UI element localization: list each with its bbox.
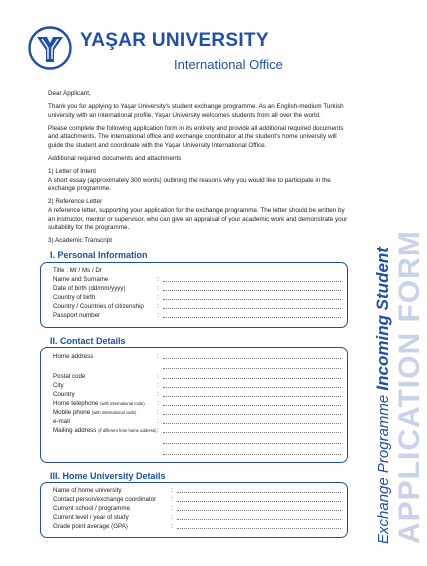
field-country-of-birth[interactable]: Country of birth :	[53, 293, 343, 302]
field-postal-code[interactable]: Postal code :	[53, 372, 343, 381]
letter-paragraph: Thank you for applying to Yaşar University's student exchange programme. As an English-medium Turkish university with an international profile, Yaşar University welcomes students from all over the world.	[48, 103, 344, 119]
section-title-home-university: III. Home University Details	[50, 471, 166, 481]
side-title	[353, 84, 426, 544]
field-mailing-address-line2[interactable]	[53, 437, 343, 446]
field-city[interactable]: City :	[53, 381, 343, 390]
side-title-line1: Exchange Programme Incoming Student	[373, 247, 392, 544]
side-title-line2: APPLICATION FORM	[393, 230, 426, 544]
field-mailing-address[interactable]: Mailing address (if different from home address) :	[53, 426, 343, 435]
personal-info-box	[40, 262, 348, 328]
letter-item-title: 2) Reference Letter	[48, 198, 103, 206]
field-mobile-phone[interactable]: Mobile phone (with international code) :	[53, 408, 343, 417]
office-name: International Office	[174, 57, 283, 72]
field-dob[interactable]: Date of birth (dd/mm/yyyy) :	[53, 284, 343, 293]
field-title[interactable]: Title : Mr / Ms / Dr	[53, 267, 102, 274]
university-logo-icon	[28, 26, 72, 70]
header	[28, 26, 298, 78]
letter-greeting: Dear Applicant,	[48, 90, 91, 97]
field-citizenship[interactable]: Country / Countries of citizenship :	[53, 302, 343, 311]
letter-item-title: 1) Letter of Intent	[48, 168, 96, 176]
field-mailing-address-line3[interactable]	[53, 448, 343, 457]
home-university-box	[40, 482, 348, 538]
field-home-university-name[interactable]: Name of home university :	[53, 486, 343, 495]
field-home-address-line2[interactable]	[53, 362, 343, 371]
letter-item-text: A reference letter, supporting your application for the exchange programme. The letter should be written by an instructor, mentor or supervisor, who can give an appraisal of your academic work and demonstrate your suitability for the programme.	[48, 207, 348, 232]
field-current-level[interactable]: Current level / year of study :	[53, 513, 343, 522]
field-home-address[interactable]: Home address :	[53, 352, 343, 361]
contact-details-box	[40, 347, 348, 463]
letter-paragraph: Additional required documents and attachments	[48, 155, 182, 163]
field-home-telephone[interactable]: Home telephone (with international code) :	[53, 399, 343, 408]
letter-paragraph: Please complete the following application form in its entirety and provide all additional required documents and attachments. The international office and exchange coordinator at the student's home university will guide the student and coordinate with the Yaşar University International Office.	[48, 124, 344, 149]
field-country[interactable]: Country :	[53, 390, 343, 399]
cover-letter	[48, 90, 348, 250]
section-title-personal: I. Personal Information	[50, 250, 148, 260]
field-gpa[interactable]: Grade point average (GPA) :	[53, 522, 343, 531]
university-name: YAŞAR UNIVERSITY	[80, 30, 269, 51]
field-passport[interactable]: Passport number :	[53, 311, 343, 320]
field-current-school[interactable]: Current school / programme :	[53, 504, 343, 513]
field-contact-person[interactable]: Contact person/exchange coordinator :	[53, 495, 343, 504]
letter-item-title: 3) Academic Transcript	[48, 237, 113, 245]
field-email[interactable]: e-mail :	[53, 417, 343, 426]
section-title-contact: II. Contact Details	[50, 336, 126, 346]
letter-item-text: A short essay (approximately 300 words) outlining the reasons why you would like to participate in the exchange programme.	[48, 176, 331, 193]
field-name[interactable]: Name and Surname :	[53, 275, 343, 284]
